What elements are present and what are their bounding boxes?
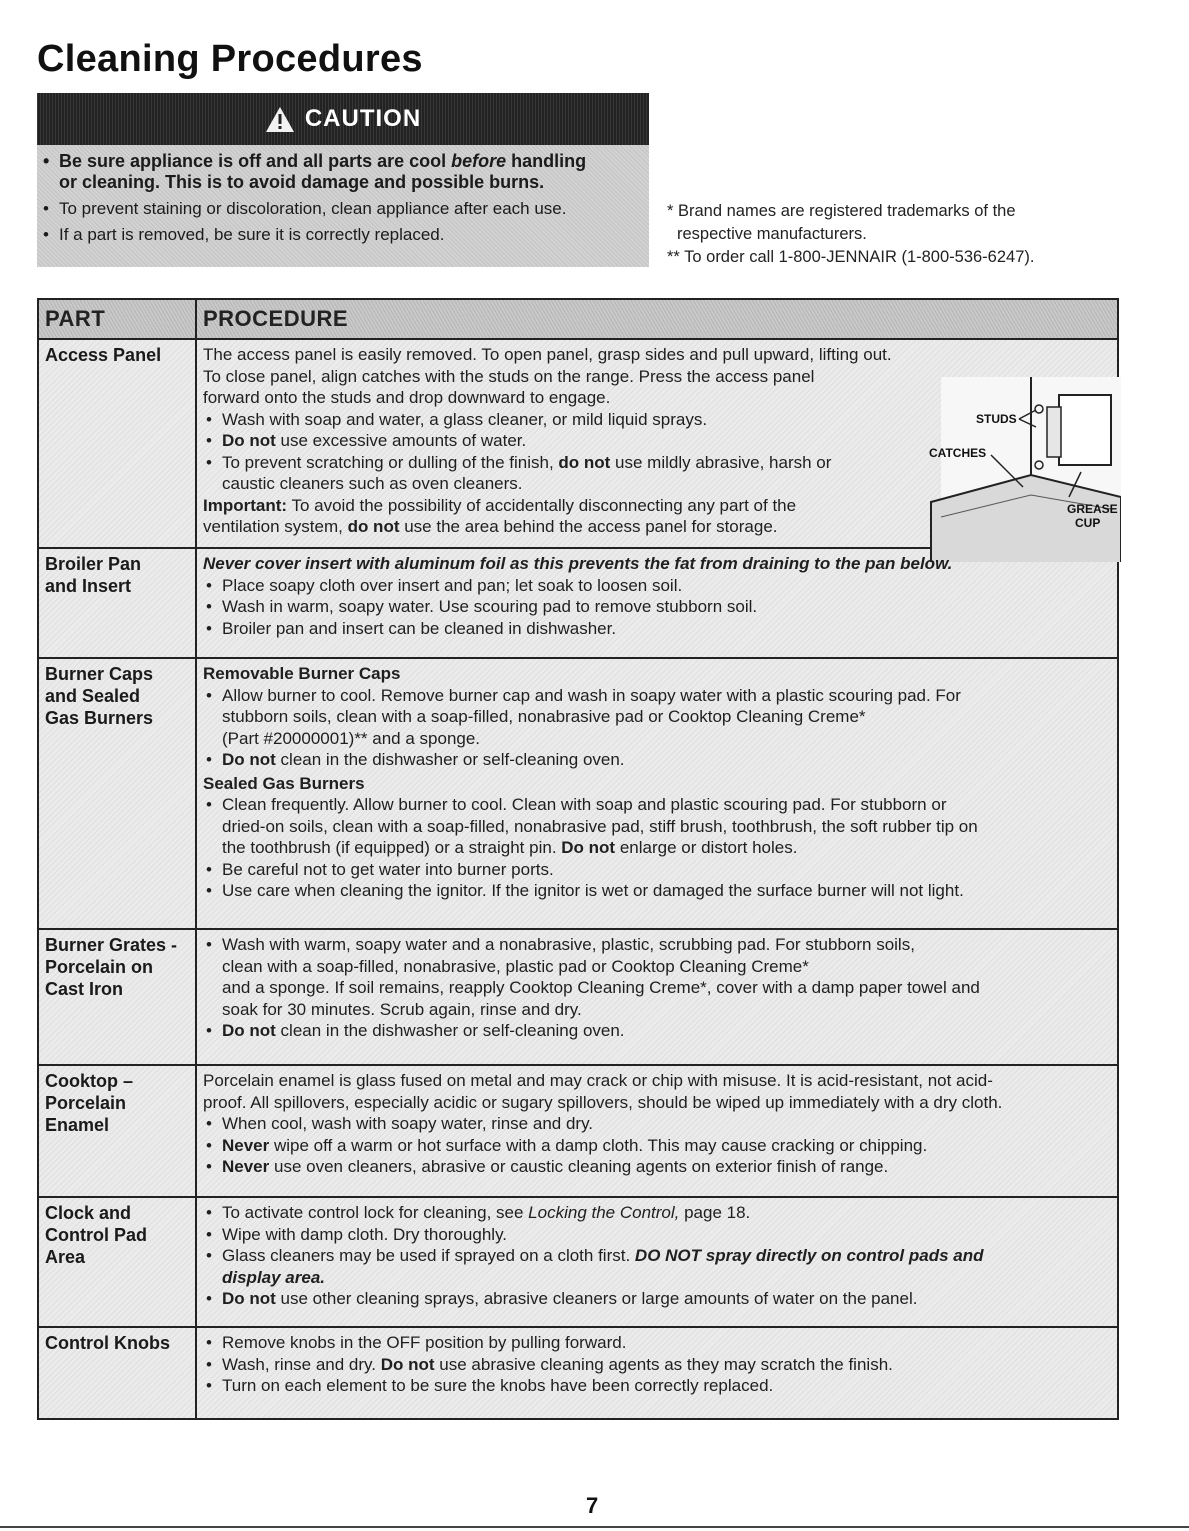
part-name-line: Gas Burners [45,708,154,728]
text: use abrasive cleaning agents as they may scratch the finish. [434,1354,893,1374]
bullet-item: • Broiler pan and insert can be cleaned in dishwasher. [203,618,1107,640]
bold-text: Never [222,1157,270,1176]
bullet-item [203,1288,1107,1310]
bullet-item [203,1156,1107,1178]
part-name-line: and Sealed [45,686,141,706]
table-header [39,300,1117,340]
table-row [39,1328,1117,1418]
text-line: dried-on soils, clean with a soap-filled, nonabrasive pad, stiff brush, toothbrush, the soft rubber tip on [222,816,978,836]
text-line: and a sponge. If soil remains, reapply Cooktop Cleaning Creme*, cover with a damp paper towel and [222,978,980,997]
text-line: forward onto the studs and drop downward to engage. [203,388,611,407]
procedure-text [203,663,1107,902]
page-number: 7 [586,1493,599,1518]
text: enlarge or distort holes. [615,838,798,857]
caution-box [37,93,649,267]
caution-text: or cleaning. This is to avoid damage and possible burns. [59,172,545,192]
header-procedure: PROCEDURE [203,306,349,331]
caution-text: handling [506,151,587,171]
text-line: proof. All spillovers, especially acidic or sugary spillovers, should be wiped up immediately with a dry cloth. [203,1092,1003,1112]
access-panel-illustration [881,377,1121,562]
bullet-item: • Place soapy cloth over insert and pan; let soak to loosen soil. [203,575,1107,597]
text: use the area behind the access panel for storage. [399,517,778,536]
text: Glass cleaners may be used if sprayed on a cloth first. [222,1246,635,1265]
part-name-line: Burner Grates - [45,935,178,955]
table-row [39,930,1117,1066]
text: use oven cleaners, abrasive or caustic cleaning agents on exterior finish of range. [269,1157,889,1176]
part-name: Control Knobs [45,1333,170,1353]
bullet-item: • Wash with soap and water, a glass cleaner, or mild liquid sprays. [203,409,1107,431]
table-row [39,340,1117,549]
bullet-icon: • [43,225,49,244]
text: use excessive amounts of water. [275,431,527,450]
bullet-item [203,1135,1107,1157]
note-line: respective manufacturers. [677,225,867,243]
bold-text: Do not [561,838,616,857]
caution-label: CAUTION [304,105,422,132]
bullet-item: • Use care when cleaning the ignitor. If the ignitor is wet or damaged the surface burner will not light. [203,880,1107,902]
grease-cup-label: CUP [1075,516,1101,530]
caution-item [43,224,641,245]
text-line: Porcelain enamel is glass fused on metal and may crack or chip with misuse. It is acid-resistant, not acid- [203,1071,993,1090]
bold-text: do not [347,517,400,536]
part-name-line: Cast Iron [45,979,124,999]
table-row [39,549,1117,659]
part-name-line: Porcelain [45,1093,127,1113]
bullet-item: • Turn on each element to be sure the knobs have been correctly replaced. [203,1375,1107,1397]
bold-text: Do not [222,750,276,769]
text-line: soak for 30 minutes. Scrub again, rinse and dry. [222,999,582,1019]
caution-emphasis: before [451,151,507,171]
table-row [39,659,1117,930]
bullet-item: • Wash in warm, soapy water. Use scouring pad to remove stubborn soil. [203,596,1107,618]
text: wipe off a warm or hot surface with a damp cloth. This may cause cracking or chipping. [269,1135,928,1155]
bullet-item: • Clean frequently. Allow burner to cool. Clean with soap and plastic scouring pad. For stubborn or [203,794,1107,816]
part-name: Access Panel [45,345,162,365]
part-name-line: Enamel [45,1115,110,1135]
header-part: PART [45,306,106,331]
part-name-line: Porcelain on [45,957,154,977]
text: Wash, rinse and dry. [222,1354,381,1374]
text-line: clean with a soap-filled, nonabrasive, plastic pad or Cooktop Cleaning Creme* [222,956,809,976]
bullet-item [203,1202,1107,1224]
page-title: Cleaning Procedures [37,38,423,80]
table-row [39,1198,1117,1328]
part-name [45,1202,195,1268]
part-name [45,934,195,1000]
bold-text: Do not [222,1021,276,1040]
caution-text: To prevent staining or discoloration, clean appliance after each use. [59,199,567,218]
catches-label: CATCHES [929,446,987,460]
bullet-item: • When cool, wash with soapy water, rinse and dry. [203,1113,1107,1135]
bold-text: Do not [380,1354,435,1374]
bullet-item: • Wipe with damp cloth. Dry thoroughly. [203,1224,1107,1246]
part-name [45,1070,195,1136]
trademark-notes [667,200,1034,269]
bullet-item [203,749,1107,771]
bullet-icon: • [43,151,50,171]
part-name-line: Control Pad [45,1225,147,1245]
procedure-table [37,298,1119,1420]
text: clean in the dishwasher or self-cleaning oven. [275,750,625,769]
warning-text: DO NOT spray directly on control pads and [634,1246,984,1265]
text: To prevent scratching or dulling of the finish, [222,452,559,472]
text: ventilation system, [203,517,348,536]
text: clean in the dishwasher or self-cleaning oven. [275,1021,625,1040]
bold-text: Never [222,1135,270,1155]
warning-text: display area. [222,1267,326,1287]
note-line: * Brand names are registered trademarks of the [667,202,1016,220]
text-line [203,837,1107,859]
subheading: Sealed Gas Burners [203,773,365,793]
part-name-line: Cooktop – [45,1071,133,1091]
italic-text: Locking the Control, [528,1203,680,1222]
text-line: The access panel is easily removed. To open panel, grasp sides and pull upward, lifting out. [203,345,892,364]
text: use other cleaning sprays, abrasive cleaners or large amounts of water on the panel. [275,1289,918,1308]
bullet-item: • Wash with warm, soapy water and a nonabrasive, plastic, scrubbing pad. For stubborn soils, [203,934,1107,956]
studs-label: STUDS [976,412,1017,426]
bullet-item [203,1020,1107,1042]
bold-text: Do not [222,431,276,450]
part-name-line: Broiler Pan [45,554,142,574]
text-line: stubborn soils, clean with a soap-filled, nonabrasive pad or Cooktop Cleaning Creme* [222,707,866,726]
text-line: caustic cleaners such as oven cleaners. [222,474,523,493]
caution-list [43,151,641,250]
part-name-line: and Insert [45,576,132,596]
procedure-text [203,1202,1107,1310]
warning-triangle-icon [265,106,295,133]
text-line: To close panel, align catches with the studs on the range. Press the access panel [203,366,815,386]
bold-text: Important: [203,495,288,515]
bullet-item [203,1354,1107,1376]
bullet-item [203,1245,1107,1267]
note-line: ** To order call 1-800-JENNAIR (1-800-536-6247). [667,248,1035,266]
text: use mildly abrasive, harsh or [610,452,832,472]
table-row [39,1066,1117,1198]
bullet-item: • Be careful not to get water into burner ports. [203,859,1107,881]
part-name [45,553,195,597]
procedure-text [203,1332,1107,1397]
caution-item [43,151,641,193]
caution-banner [37,93,649,145]
procedure-text [203,934,1107,1042]
part-name-line: Clock and [45,1203,132,1223]
bullet-item: • Remove knobs in the OFF position by pulling forward. [203,1332,1107,1354]
text: To avoid the possibility of accidentally disconnecting any part of the [287,495,797,515]
part-name-line: Area [45,1247,86,1267]
subheading: Removable Burner Caps [203,664,401,683]
text: page 18. [679,1203,751,1222]
part-name [45,663,195,729]
warning-text: Never cover insert with aluminum foil as this prevents the fat from draining to the pan below. [203,554,953,573]
bullet-icon: • [43,199,49,218]
text: the toothbrush (if equipped) or a straight pin. [222,838,562,857]
bottom-rule [0,1526,1189,1528]
procedure-text [203,553,1107,639]
caution-text: Be sure appliance is off and all parts are cool [59,151,452,171]
part-name-line: Burner Caps [45,664,154,684]
bullet-item: • Allow burner to cool. Remove burner cap and wash in soapy water with a plastic scouring pad. For [203,685,1107,707]
grease-cup-label: GREASE [1067,502,1118,516]
text-line: (Part #20000001)** and a sponge. [222,728,481,748]
bold-text: do not [558,452,611,472]
text: To activate control lock for cleaning, see [222,1203,529,1222]
caution-text: If a part is removed, be sure it is correctly replaced. [59,225,445,244]
bold-text: Do not [222,1289,276,1308]
caution-item [43,198,641,219]
procedure-text [203,1070,1107,1178]
